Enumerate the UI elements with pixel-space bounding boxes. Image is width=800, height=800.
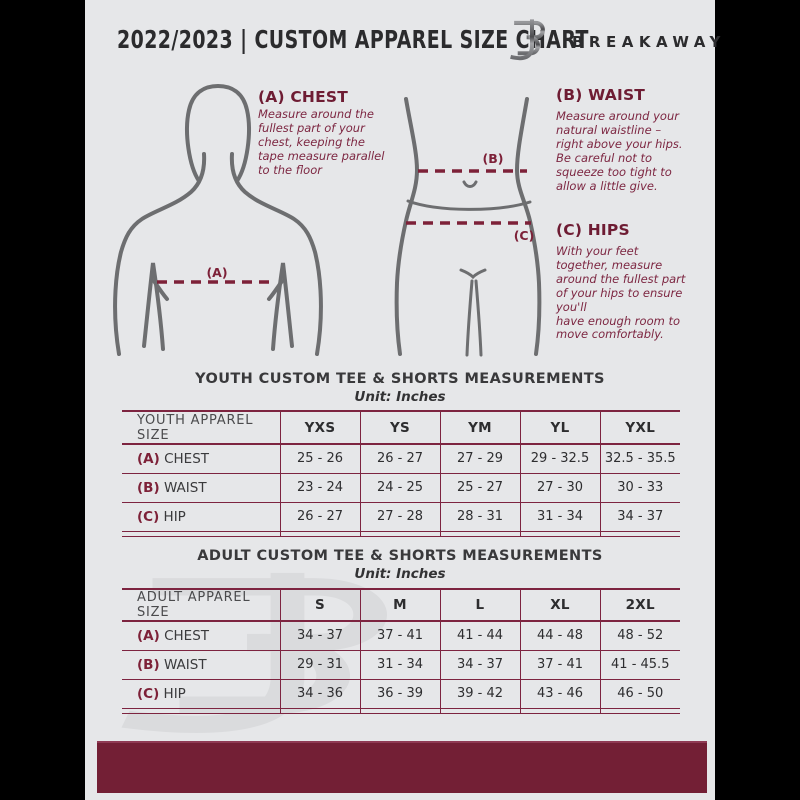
adult-table-unit: Unit: Inches [354, 566, 446, 582]
table-cell: 25 - 26 [280, 444, 360, 473]
youth-hip-label [122, 502, 280, 531]
hips-marker-label: (C) [513, 228, 535, 243]
youth-size-ym: YM [440, 411, 520, 444]
youth-size-yxl: YXL [600, 411, 680, 444]
row-label: CHEST [164, 627, 210, 644]
table-cell: 39 - 42 [440, 679, 520, 708]
youth-size-table [122, 410, 680, 537]
page-title-text: 2022/2023 | CUSTOM APPAREL SIZE CHART [117, 26, 589, 55]
adult-size-s: S [280, 589, 360, 621]
adult-hip-label [122, 679, 280, 708]
hip-crease [408, 201, 530, 209]
row-key: (B) [137, 656, 160, 673]
table-cell: 31 - 34 [520, 502, 600, 531]
hips-instructions: With your feet together, measure around the fullest part of your hips to ensure you'll have enough room to move comfortably. [556, 244, 686, 342]
table-cell: 41 - 45.5 [600, 650, 680, 679]
adult-size-table [122, 588, 680, 714]
adult-hip-row [122, 679, 680, 708]
table-cell: 48 - 52 [600, 621, 680, 650]
table-cell: 37 - 41 [520, 650, 600, 679]
youth-hip-row [122, 502, 680, 531]
adult-waist-label [122, 650, 280, 679]
chest-instructions: Measure around the fullest part of your chest, keeping the tape measure parallel to the floor [258, 107, 385, 177]
footer-accent-bar [97, 741, 707, 793]
row-key: (A) [137, 450, 160, 467]
adult-size-l: L [440, 589, 520, 621]
hips-heading: (C) HIPS [556, 221, 630, 239]
navel [464, 182, 476, 187]
table-cell: 34 - 37 [600, 502, 680, 531]
youth-chest-row [122, 444, 680, 473]
table-cell: 31 - 34 [360, 650, 440, 679]
table-cell: 27 - 28 [360, 502, 440, 531]
table-cell: 36 - 39 [360, 679, 440, 708]
chest-marker-label: (A) [206, 265, 228, 280]
table-cell: 32.5 - 35.5 [600, 444, 680, 473]
row-key: (B) [137, 479, 160, 496]
table-cell: 44 - 48 [520, 621, 600, 650]
youth-waist-label [122, 473, 280, 502]
table-cell: 24 - 25 [360, 473, 440, 502]
table-cell: 26 - 27 [360, 444, 440, 473]
table-cell: 27 - 30 [520, 473, 600, 502]
youth-size-label: YOUTH APPAREL SIZE [122, 411, 280, 444]
chest-heading: (A) CHEST [258, 88, 349, 106]
row-label: WAIST [163, 479, 207, 496]
youth-table-unit: Unit: Inches [354, 389, 446, 405]
table-cell: 43 - 46 [520, 679, 600, 708]
adult-chest-row [122, 621, 680, 650]
adult-table-title: ADULT CUSTOM TEE & SHORTS MEASUREMENTS [197, 548, 603, 564]
row-label: CHEST [164, 450, 210, 467]
adult-chest-label [122, 621, 280, 650]
table-cell: 46 - 50 [600, 679, 680, 708]
table-cell: 29 - 31 [280, 650, 360, 679]
youth-waist-row [122, 473, 680, 502]
youth-chest-label [122, 444, 280, 473]
waist-heading: (B) WAIST [556, 86, 646, 104]
youth-size-yxs: YXS [280, 411, 360, 444]
adult-size-2xl: 2XL [600, 589, 680, 621]
waist-instructions: Measure around your natural waistline – right above your hips. Be careful not to squeeze too tight to allow a little give. [556, 109, 683, 193]
row-label: HIP [163, 508, 186, 525]
table-cell: 34 - 37 [440, 650, 520, 679]
table-cell: 37 - 41 [360, 621, 440, 650]
table-cell: 30 - 33 [600, 473, 680, 502]
table-cell: 23 - 24 [280, 473, 360, 502]
table-cell: 29 - 32.5 [520, 444, 600, 473]
row-label: WAIST [163, 656, 207, 673]
figure-head [187, 86, 249, 181]
table-cell: 27 - 29 [440, 444, 520, 473]
adult-header-row [122, 589, 680, 621]
brand-name: BREAKAWAY [572, 33, 726, 51]
youth-size-yl: YL [520, 411, 600, 444]
table-cell: 28 - 31 [440, 502, 520, 531]
youth-table-title: YOUTH CUSTOM TEE & SHORTS MEASUREMENTS [195, 371, 605, 387]
breakaway-logo-icon [503, 14, 561, 64]
youth-header-row [122, 411, 680, 444]
table-cell: 41 - 44 [440, 621, 520, 650]
adult-waist-row [122, 650, 680, 679]
row-key: (A) [137, 627, 160, 644]
adult-size-label: ADULT APPAREL SIZE [122, 589, 280, 621]
table-cell: 34 - 36 [280, 679, 360, 708]
table-foot-rule [122, 708, 680, 713]
table-cell: 26 - 27 [280, 502, 360, 531]
table-cell: 34 - 37 [280, 621, 360, 650]
adult-size-xl: XL [520, 589, 600, 621]
row-label: HIP [163, 685, 186, 702]
table-foot-rule [122, 531, 680, 536]
waist-marker-label: (B) [482, 151, 504, 166]
youth-size-ys: YS [360, 411, 440, 444]
document-page [85, 0, 726, 800]
row-key: (C) [137, 508, 160, 525]
adult-size-m: M [360, 589, 440, 621]
table-cell: 25 - 27 [440, 473, 520, 502]
row-key: (C) [137, 685, 160, 702]
